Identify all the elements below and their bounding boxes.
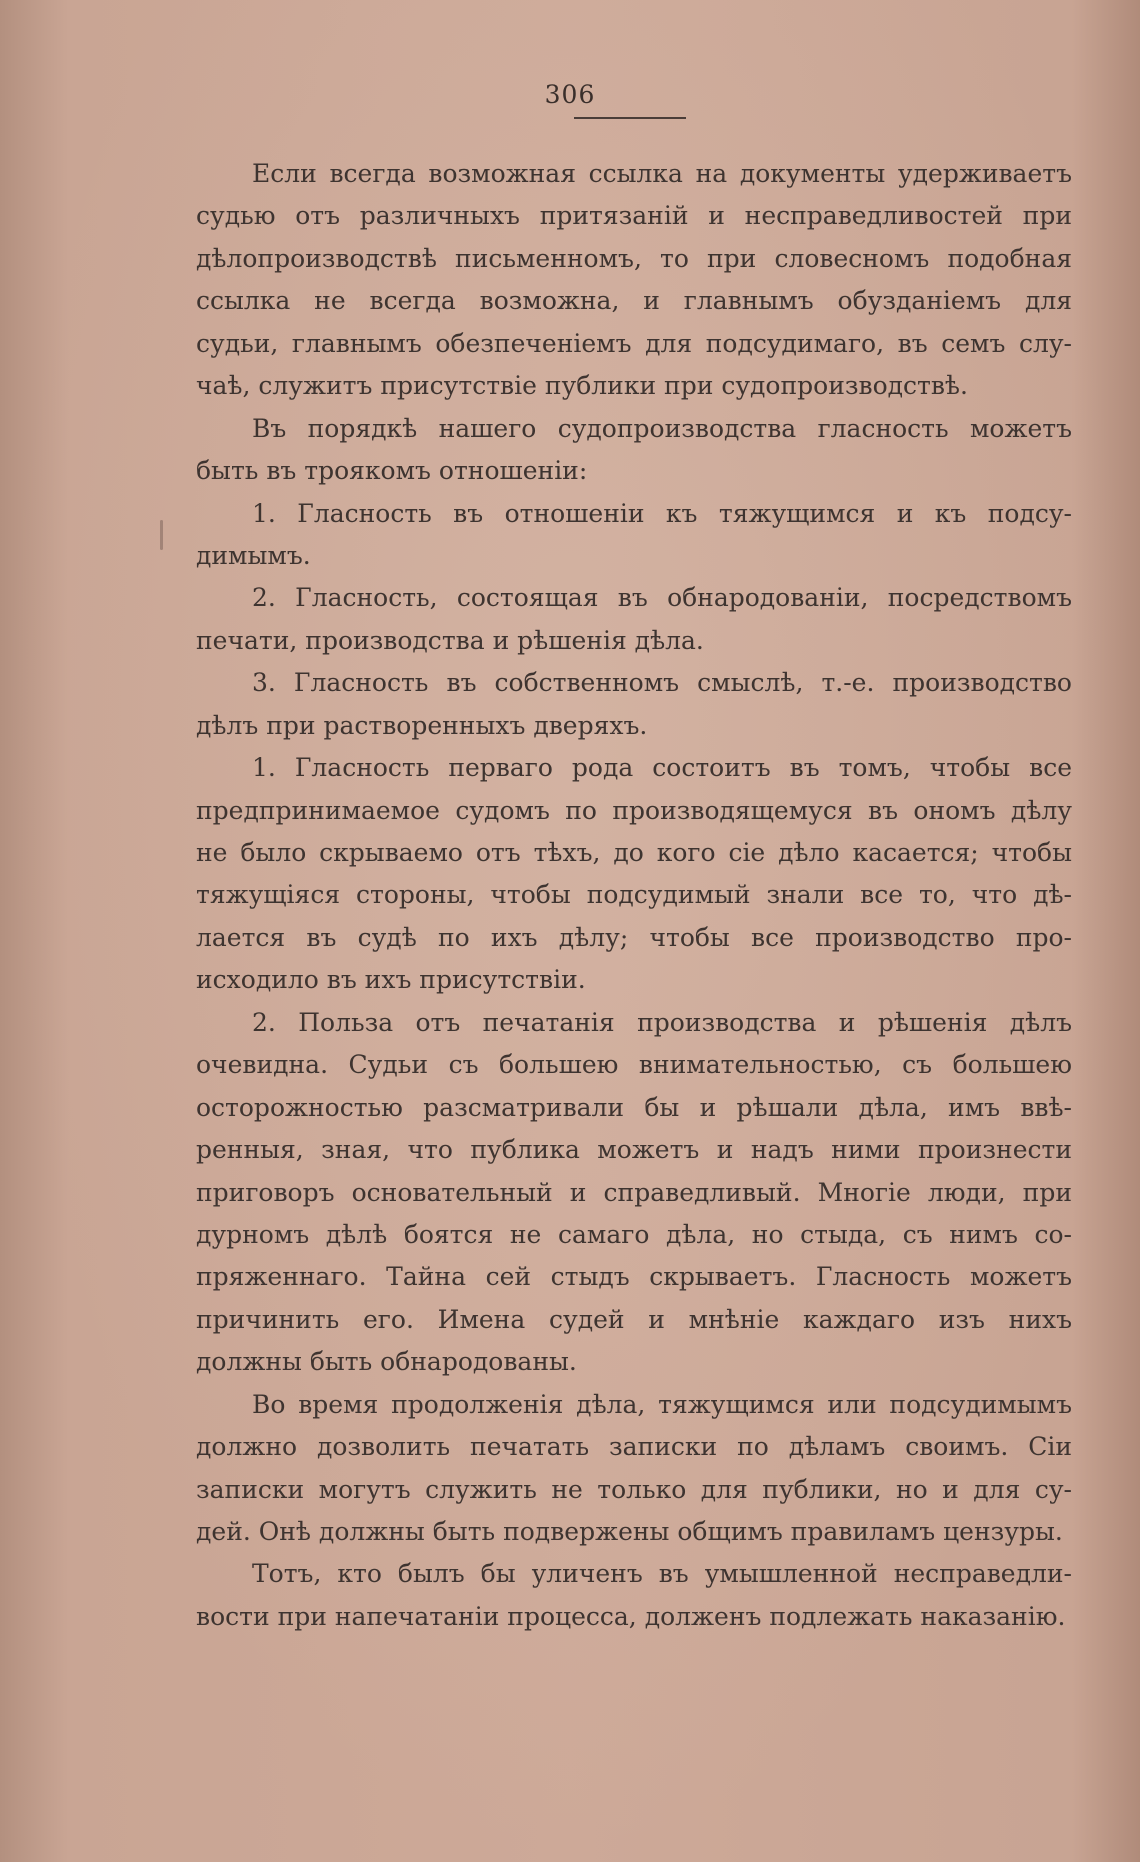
text-line: Если всегда возможная ссылка на документы удерживаетъ [252, 159, 1072, 188]
text-line: тяжущіяся стороны, чтобы подсудимый знали все то, что дѣ- [196, 880, 1072, 910]
text-line: дей. Онѣ должны быть подвержены общимъ правиламъ цензуры. [196, 1517, 1063, 1546]
text-line: Въ порядкѣ нашего судопроизводства гласность можетъ [252, 413, 1072, 443]
text-line: димымъ. [196, 540, 311, 570]
text-line: дурномъ дѣлѣ боятся не самаго дѣла, но стыда, съ нимъ со- [196, 1219, 1072, 1249]
page-number-rule [574, 117, 686, 119]
text-line: печати, производства и рѣшенія дѣла. [196, 625, 704, 655]
text-line: лается въ судѣ по ихъ дѣлу; чтобы все производство про- [196, 922, 1072, 952]
text-line: Во время продолженія дѣла, тяжущимся или подсудимымъ [252, 1389, 1072, 1419]
text-line: не было скрываемо отъ тѣхъ, до кого сіе дѣло касается; чтобы [196, 838, 1072, 867]
text-line: должно дозволить печатать записки по дѣламъ своимъ. Сіи [196, 1432, 1072, 1462]
text-line: приговоръ основательный и справедливый. Многіе люди, при [196, 1177, 1072, 1207]
text-line: 1. Гласность перваго рода состоитъ въ томъ, чтобы все [252, 753, 1072, 783]
text-line: дѣлопроизводствѣ письменномъ, то при словесномъ подобная [196, 243, 1072, 273]
text-line: осторожностью разсматривали бы и рѣшали дѣла, имъ ввѣ- [196, 1092, 1072, 1122]
text-line: 2. Польза отъ печатанія производства и рѣшенія дѣлъ [252, 1007, 1072, 1037]
text-line: очевидна. Судьи съ большею внимательностью, съ большею [196, 1050, 1072, 1080]
text-line: Тотъ, кто былъ бы уличенъ въ умышленной несправедли- [252, 1559, 1072, 1589]
text-line: ссылка не всегда возможна, и главнымъ обузданіемъ для [196, 286, 1072, 316]
text-line: дѣлъ при растворенныхъ дверяхъ. [196, 710, 648, 740]
page-number: 306 [544, 80, 596, 109]
text-line: ренныя, зная, что публика можетъ и надъ ними произнести [196, 1135, 1072, 1165]
text-line: должны быть обнародованы. [196, 1347, 577, 1377]
body-text [196, 153, 1072, 1638]
text-line: судьи, главнымъ обезпеченіемъ для подсудимаго, въ семъ слу- [196, 328, 1072, 358]
margin-smudge [160, 520, 163, 550]
text-line: судью отъ различныхъ притязаній и несправедливостей при [196, 201, 1072, 231]
text-line: быть въ троякомъ отношеніи: [196, 456, 588, 486]
text-line: 2. Гласность, состоящая въ обнародованіи, посредствомъ [252, 583, 1072, 613]
text-line: пряженнаго. Тайна сей стыдъ скрываетъ. Гласность можетъ [196, 1262, 1072, 1292]
text-line: исходило въ ихъ присутствіи. [196, 965, 586, 995]
text-line: вости при напечатаніи процесса, долженъ подлежать наказанію. [196, 1601, 1066, 1631]
text-line: чаѣ, служитъ присутствіе публики при судопроизводствѣ. [196, 371, 968, 401]
text-line: 1. Гласность въ отношеніи къ тяжущимся и къ подсу- [252, 498, 1072, 528]
text-line: 3. Гласность въ собственномъ смыслѣ, т.-е. производство [252, 668, 1072, 698]
text-line: записки могутъ служить не только для публики, но и для су- [196, 1474, 1072, 1504]
text-line: предпринимаемое судомъ по производящемуся въ ономъ дѣлу [196, 795, 1072, 825]
text-line: причинить его. Имена судей и мнѣніе каждаго изъ нихъ [196, 1304, 1072, 1334]
